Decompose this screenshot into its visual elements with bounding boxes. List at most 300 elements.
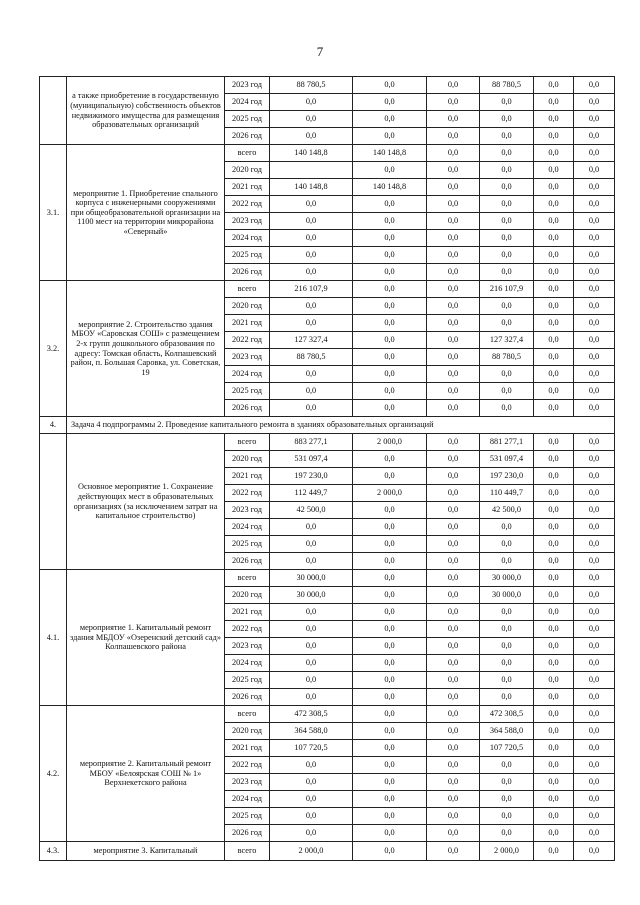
amount-cell: 0,0	[480, 672, 534, 689]
period-cell: 2022 год	[225, 485, 270, 502]
row-number: 4.1.	[40, 570, 67, 706]
amount-cell: 0,0	[353, 757, 427, 774]
amount-cell: 0,0	[427, 162, 480, 179]
amount-cell: 0,0	[480, 689, 534, 706]
amount-cell: 0,0	[574, 145, 615, 162]
amount-cell: 0,0	[534, 519, 574, 536]
amount-cell: 0,0	[427, 587, 480, 604]
amount-cell: 0,0	[480, 825, 534, 842]
amount-cell: 0,0	[574, 655, 615, 672]
amount-cell: 0,0	[427, 468, 480, 485]
amount-cell: 0,0	[574, 94, 615, 111]
amount-cell: 140 148,8	[270, 145, 353, 162]
amount-cell: 0,0	[427, 434, 480, 451]
amount-cell: 0,0	[270, 638, 353, 655]
amount-cell: 0,0	[353, 655, 427, 672]
amount-cell: 0,0	[353, 604, 427, 621]
amount-cell: 0,0	[534, 740, 574, 757]
amount-cell: 0,0	[353, 366, 427, 383]
amount-cell: 0,0	[534, 366, 574, 383]
amount-cell: 0,0	[574, 298, 615, 315]
period-cell: 2023 год	[225, 502, 270, 519]
amount-cell: 0,0	[427, 128, 480, 145]
amount-cell: 0,0	[353, 791, 427, 808]
amount-cell: 0,0	[427, 553, 480, 570]
amount-cell: 0,0	[574, 281, 615, 298]
amount-cell: 0,0	[353, 638, 427, 655]
amount-cell: 0,0	[353, 383, 427, 400]
amount-cell: 0,0	[574, 740, 615, 757]
amount-cell: 0,0	[574, 196, 615, 213]
amount-cell: 531 097,4	[270, 451, 353, 468]
amount-cell: 140 148,8	[353, 179, 427, 196]
amount-cell: 0,0	[574, 757, 615, 774]
amount-cell: 0,0	[534, 587, 574, 604]
amount-cell: 107 720,5	[270, 740, 353, 757]
amount-cell: 0,0	[534, 655, 574, 672]
amount-cell: 0,0	[574, 332, 615, 349]
amount-cell: 42 500,0	[270, 502, 353, 519]
amount-cell: 0,0	[534, 689, 574, 706]
amount-cell: 0,0	[574, 621, 615, 638]
amount-cell: 0,0	[427, 604, 480, 621]
period-cell: 2024 год	[225, 655, 270, 672]
amount-cell: 0,0	[270, 621, 353, 638]
amount-cell: 0,0	[427, 757, 480, 774]
period-cell: 2020 год	[225, 451, 270, 468]
amount-cell: 0,0	[353, 281, 427, 298]
amount-cell: 0,0	[480, 247, 534, 264]
amount-cell: 0,0	[534, 383, 574, 400]
amount-cell: 0,0	[427, 774, 480, 791]
amount-cell: 0,0	[534, 349, 574, 366]
period-cell: 2023 год	[225, 213, 270, 230]
amount-cell: 0,0	[427, 706, 480, 723]
page-number: 7	[316, 44, 324, 59]
amount-cell: 0,0	[353, 213, 427, 230]
amount-cell: 0,0	[353, 315, 427, 332]
amount-cell: 0,0	[574, 400, 615, 417]
amount-cell: 0,0	[353, 400, 427, 417]
measure-description: а также приобретение в государственную (муниципальную) собственность объектов недвижимого имущества для размещения образовательных организаций	[67, 77, 225, 145]
amount-cell: 0,0	[427, 655, 480, 672]
period-cell: всего	[225, 570, 270, 587]
amount-cell: 0,0	[427, 213, 480, 230]
amount-cell: 0,0	[574, 689, 615, 706]
table-row	[40, 706, 615, 723]
period-cell: 2025 год	[225, 536, 270, 553]
amount-cell: 0,0	[353, 332, 427, 349]
amount-cell: 0,0	[427, 451, 480, 468]
amount-cell: 0,0	[574, 638, 615, 655]
amount-cell: 0,0	[427, 77, 480, 94]
amount-cell: 0,0	[534, 502, 574, 519]
amount-cell: 0,0	[480, 757, 534, 774]
period-cell: всего	[225, 145, 270, 162]
table-row	[40, 145, 615, 162]
amount-cell: 0,0	[534, 468, 574, 485]
amount-cell: 0,0	[270, 689, 353, 706]
amount-cell: 0,0	[534, 723, 574, 740]
amount-cell: 0,0	[574, 451, 615, 468]
amount-cell: 0,0	[574, 366, 615, 383]
period-cell: 2020 год	[225, 723, 270, 740]
period-cell: всего	[225, 842, 270, 861]
amount-cell: 0,0	[480, 128, 534, 145]
amount-cell: 0,0	[353, 672, 427, 689]
period-cell: 2026 год	[225, 689, 270, 706]
amount-cell: 0,0	[427, 791, 480, 808]
amount-cell: 0,0	[353, 128, 427, 145]
amount-cell: 0,0	[353, 723, 427, 740]
amount-cell: 0,0	[534, 638, 574, 655]
measure-description: Основное мероприятие 1. Сохранение действующих мест в образовательных организациях (за исключением затрат на капитальное строительство)	[67, 434, 225, 570]
amount-cell: 0,0	[353, 247, 427, 264]
amount-cell: 197 230,0	[480, 468, 534, 485]
amount-cell: 0,0	[574, 162, 615, 179]
period-cell: 2020 год	[225, 162, 270, 179]
amount-cell: 472 308,5	[480, 706, 534, 723]
amount-cell: 0,0	[534, 128, 574, 145]
amount-cell: 0,0	[270, 264, 353, 281]
table-row	[40, 281, 615, 298]
amount-cell: 0,0	[353, 706, 427, 723]
period-cell: 2025 год	[225, 808, 270, 825]
period-cell: 2021 год	[225, 179, 270, 196]
amount-cell: 0,0	[427, 111, 480, 128]
amount-cell: 0,0	[480, 638, 534, 655]
amount-cell: 110 449,7	[480, 485, 534, 502]
period-cell: 2026 год	[225, 400, 270, 417]
amount-cell: 0,0	[480, 315, 534, 332]
amount-cell: 0,0	[353, 825, 427, 842]
amount-cell: 0,0	[353, 264, 427, 281]
amount-cell: 88 780,5	[480, 349, 534, 366]
amount-cell: 0,0	[574, 536, 615, 553]
amount-cell: 0,0	[427, 179, 480, 196]
amount-cell: 0,0	[574, 502, 615, 519]
amount-cell: 0,0	[574, 128, 615, 145]
period-cell: 2021 год	[225, 468, 270, 485]
amount-cell: 0,0	[353, 468, 427, 485]
measure-description: мероприятие 1. Приобретение спального корпуса с инженерными сооружениями при общеобразовательной организации на 1100 мест на территории микрорайона «Северный»	[67, 145, 225, 281]
amount-cell: 0,0	[353, 740, 427, 757]
amount-cell: 0,0	[353, 570, 427, 587]
amount-cell: 0,0	[427, 281, 480, 298]
amount-cell: 0,0	[270, 111, 353, 128]
amount-cell: 0,0	[534, 808, 574, 825]
amount-cell: 0,0	[574, 264, 615, 281]
amount-cell: 0,0	[534, 451, 574, 468]
amount-cell: 0,0	[574, 842, 615, 861]
row-number: 3.2.	[40, 281, 67, 417]
amount-cell: 0,0	[480, 553, 534, 570]
amount-cell: 0,0	[534, 111, 574, 128]
amount-cell: 0,0	[574, 383, 615, 400]
row-number: 4.2.	[40, 706, 67, 842]
amount-cell: 0,0	[574, 434, 615, 451]
amount-cell: 0,0	[480, 808, 534, 825]
amount-cell: 0,0	[427, 315, 480, 332]
amount-cell: 0,0	[353, 536, 427, 553]
amount-cell: 30 000,0	[480, 587, 534, 604]
amount-cell: 0,0	[534, 213, 574, 230]
amount-cell: 0,0	[270, 400, 353, 417]
amount-cell: 0,0	[574, 519, 615, 536]
amount-cell: 0,0	[353, 230, 427, 247]
period-cell: всего	[225, 434, 270, 451]
amount-cell: 0,0	[427, 570, 480, 587]
amount-cell: 2 000,0	[270, 842, 353, 861]
amount-cell: 0,0	[427, 808, 480, 825]
amount-cell: 0,0	[270, 757, 353, 774]
amount-cell: 0,0	[534, 196, 574, 213]
amount-cell: 0,0	[427, 383, 480, 400]
amount-cell: 0,0	[534, 553, 574, 570]
amount-cell: 0,0	[427, 196, 480, 213]
period-cell: 2022 год	[225, 196, 270, 213]
amount-cell: 0,0	[574, 77, 615, 94]
amount-cell: 0,0	[270, 519, 353, 536]
amount-cell: 0,0	[574, 706, 615, 723]
amount-cell: 0,0	[534, 94, 574, 111]
amount-cell: 0,0	[427, 264, 480, 281]
amount-cell: 0,0	[270, 298, 353, 315]
amount-cell: 0,0	[574, 604, 615, 621]
amount-cell: 0,0	[534, 77, 574, 94]
amount-cell: 0,0	[574, 315, 615, 332]
amount-cell: 0,0	[534, 621, 574, 638]
amount-cell: 0,0	[270, 808, 353, 825]
period-cell: 2026 год	[225, 825, 270, 842]
amount-cell: 0,0	[574, 553, 615, 570]
budget-table	[39, 76, 615, 861]
amount-cell: 0,0	[353, 77, 427, 94]
period-cell: 2025 год	[225, 247, 270, 264]
amount-cell: 0,0	[353, 689, 427, 706]
amount-cell: 0,0	[534, 604, 574, 621]
amount-cell: 216 107,9	[480, 281, 534, 298]
measure-description: мероприятие 3. Капитальный	[67, 842, 225, 861]
amount-cell: 0,0	[574, 587, 615, 604]
amount-cell: 0,0	[427, 672, 480, 689]
period-cell: 2025 год	[225, 111, 270, 128]
amount-cell: 0,0	[534, 145, 574, 162]
amount-cell: 0,0	[534, 672, 574, 689]
amount-cell: 30 000,0	[480, 570, 534, 587]
amount-cell: 0,0	[427, 332, 480, 349]
period-cell: 2023 год	[225, 349, 270, 366]
table-row	[40, 842, 615, 861]
amount-cell: 0,0	[427, 842, 480, 861]
amount-cell: 0,0	[534, 485, 574, 502]
amount-cell: 2 000,0	[480, 842, 534, 861]
amount-cell: 0,0	[480, 604, 534, 621]
period-cell: 2024 год	[225, 519, 270, 536]
amount-cell: 0,0	[427, 621, 480, 638]
amount-cell: 0,0	[574, 247, 615, 264]
amount-cell: 0,0	[480, 179, 534, 196]
amount-cell: 0,0	[574, 485, 615, 502]
amount-cell: 531 097,4	[480, 451, 534, 468]
period-cell: 2022 год	[225, 621, 270, 638]
amount-cell: 197 230,0	[270, 468, 353, 485]
amount-cell: 0,0	[534, 400, 574, 417]
table-row	[40, 570, 615, 587]
amount-cell: 0,0	[534, 825, 574, 842]
amount-cell: 0,0	[270, 536, 353, 553]
amount-cell: 0,0	[534, 774, 574, 791]
amount-cell: 0,0	[534, 434, 574, 451]
amount-cell: 0,0	[270, 230, 353, 247]
amount-cell: 0,0	[427, 740, 480, 757]
amount-cell: 0,0	[574, 570, 615, 587]
amount-cell: 0,0	[480, 94, 534, 111]
amount-cell: 127 327,4	[480, 332, 534, 349]
amount-cell: 0,0	[480, 400, 534, 417]
amount-cell: 0,0	[480, 791, 534, 808]
amount-cell: 0,0	[574, 230, 615, 247]
amount-cell: 0,0	[480, 519, 534, 536]
amount-cell: 0,0	[427, 230, 480, 247]
amount-cell: 0,0	[574, 111, 615, 128]
amount-cell: 0,0	[270, 196, 353, 213]
amount-cell: 0,0	[353, 808, 427, 825]
amount-cell: 0,0	[427, 298, 480, 315]
amount-cell: 0,0	[270, 604, 353, 621]
amount-cell: 0,0	[353, 162, 427, 179]
amount-cell: 216 107,9	[270, 281, 353, 298]
period-cell: 2023 год	[225, 77, 270, 94]
period-cell: 2023 год	[225, 774, 270, 791]
period-cell: 2021 год	[225, 315, 270, 332]
amount-cell: 0,0	[353, 553, 427, 570]
amount-cell: 0,0	[480, 230, 534, 247]
period-cell: 2024 год	[225, 230, 270, 247]
amount-cell: 0,0	[427, 400, 480, 417]
period-cell: 2022 год	[225, 757, 270, 774]
amount-cell: 0,0	[270, 553, 353, 570]
amount-cell: 472 308,5	[270, 706, 353, 723]
amount-cell: 88 780,5	[270, 77, 353, 94]
amount-cell: 0,0	[534, 230, 574, 247]
amount-cell: 0,0	[427, 485, 480, 502]
amount-cell: 0,0	[427, 723, 480, 740]
amount-cell: 0,0	[427, 94, 480, 111]
amount-cell: 0,0	[480, 366, 534, 383]
task-title: Задача 4 подпрограммы 2. Проведение капитального ремонта в зданиях образовательных организаций	[67, 417, 615, 434]
amount-cell: 0,0	[270, 383, 353, 400]
task-row	[40, 417, 615, 434]
amount-cell: 0,0	[353, 94, 427, 111]
amount-cell: 0,0	[574, 723, 615, 740]
amount-cell: 0,0	[353, 451, 427, 468]
amount-cell: 0,0	[427, 349, 480, 366]
period-cell: 2025 год	[225, 383, 270, 400]
amount-cell: 881 277,1	[480, 434, 534, 451]
amount-cell: 0,0	[480, 213, 534, 230]
measure-description: мероприятие 2. Строительство здания МБОУ «Саровская СОШ» с размещением 2-х групп дошкольного образования по адресу: Томская область, Колпашевский район, п. Большая Саровка, ул. Советская, 19	[67, 281, 225, 417]
amount-cell: 0,0	[534, 332, 574, 349]
amount-cell: 0,0	[534, 179, 574, 196]
amount-cell: 0,0	[480, 264, 534, 281]
amount-cell: 0,0	[270, 213, 353, 230]
period-cell: 2024 год	[225, 94, 270, 111]
amount-cell: 0,0	[480, 298, 534, 315]
period-cell: 2025 год	[225, 672, 270, 689]
amount-cell: 0,0	[353, 774, 427, 791]
amount-cell: 0,0	[427, 519, 480, 536]
period-cell: 2020 год	[225, 298, 270, 315]
amount-cell: 0,0	[480, 111, 534, 128]
amount-cell: 0,0	[534, 842, 574, 861]
amount-cell: 140 148,8	[353, 145, 427, 162]
amount-cell: 107 720,5	[480, 740, 534, 757]
table-row	[40, 77, 615, 94]
amount-cell: 0,0	[574, 791, 615, 808]
amount-cell: 0,0	[480, 162, 534, 179]
measure-description: мероприятие 1. Капитальный ремонт здания МБДОУ «Озеренский детский сад» Колпашевского района	[67, 570, 225, 706]
amount-cell: 0,0	[534, 281, 574, 298]
amount-cell: 364 588,0	[480, 723, 534, 740]
period-cell: 2023 год	[225, 638, 270, 655]
amount-cell: 42 500,0	[480, 502, 534, 519]
amount-cell: 30 000,0	[270, 587, 353, 604]
amount-cell: 2 000,0	[353, 485, 427, 502]
amount-cell: 0,0	[427, 247, 480, 264]
amount-cell: 127 327,4	[270, 332, 353, 349]
period-cell: 2022 год	[225, 332, 270, 349]
period-cell: 2026 год	[225, 128, 270, 145]
row-number: 4.3.	[40, 842, 67, 861]
row-number	[40, 434, 67, 570]
amount-cell: 0,0	[480, 621, 534, 638]
period-cell: 2026 год	[225, 553, 270, 570]
amount-cell: 0,0	[353, 111, 427, 128]
amount-cell: 0,0	[427, 825, 480, 842]
amount-cell: 0,0	[270, 825, 353, 842]
amount-cell: 0,0	[270, 655, 353, 672]
amount-cell: 0,0	[270, 247, 353, 264]
amount-cell: 0,0	[574, 825, 615, 842]
amount-cell: 0,0	[534, 264, 574, 281]
amount-cell: 88 780,5	[270, 349, 353, 366]
amount-cell: 0,0	[353, 842, 427, 861]
amount-cell	[270, 162, 353, 179]
amount-cell: 0,0	[270, 128, 353, 145]
amount-cell: 0,0	[427, 145, 480, 162]
amount-cell: 0,0	[534, 536, 574, 553]
amount-cell: 0,0	[270, 366, 353, 383]
period-cell: 2020 год	[225, 587, 270, 604]
amount-cell: 0,0	[534, 570, 574, 587]
amount-cell: 0,0	[270, 94, 353, 111]
period-cell: всего	[225, 281, 270, 298]
amount-cell: 88 780,5	[480, 77, 534, 94]
period-cell: 2024 год	[225, 791, 270, 808]
amount-cell: 0,0	[534, 298, 574, 315]
amount-cell: 112 449,7	[270, 485, 353, 502]
amount-cell: 0,0	[270, 315, 353, 332]
amount-cell: 0,0	[427, 689, 480, 706]
amount-cell: 0,0	[574, 672, 615, 689]
amount-cell: 0,0	[427, 502, 480, 519]
period-cell: 2021 год	[225, 604, 270, 621]
amount-cell: 0,0	[270, 774, 353, 791]
amount-cell: 883 277,1	[270, 434, 353, 451]
amount-cell: 0,0	[427, 536, 480, 553]
amount-cell: 0,0	[574, 468, 615, 485]
